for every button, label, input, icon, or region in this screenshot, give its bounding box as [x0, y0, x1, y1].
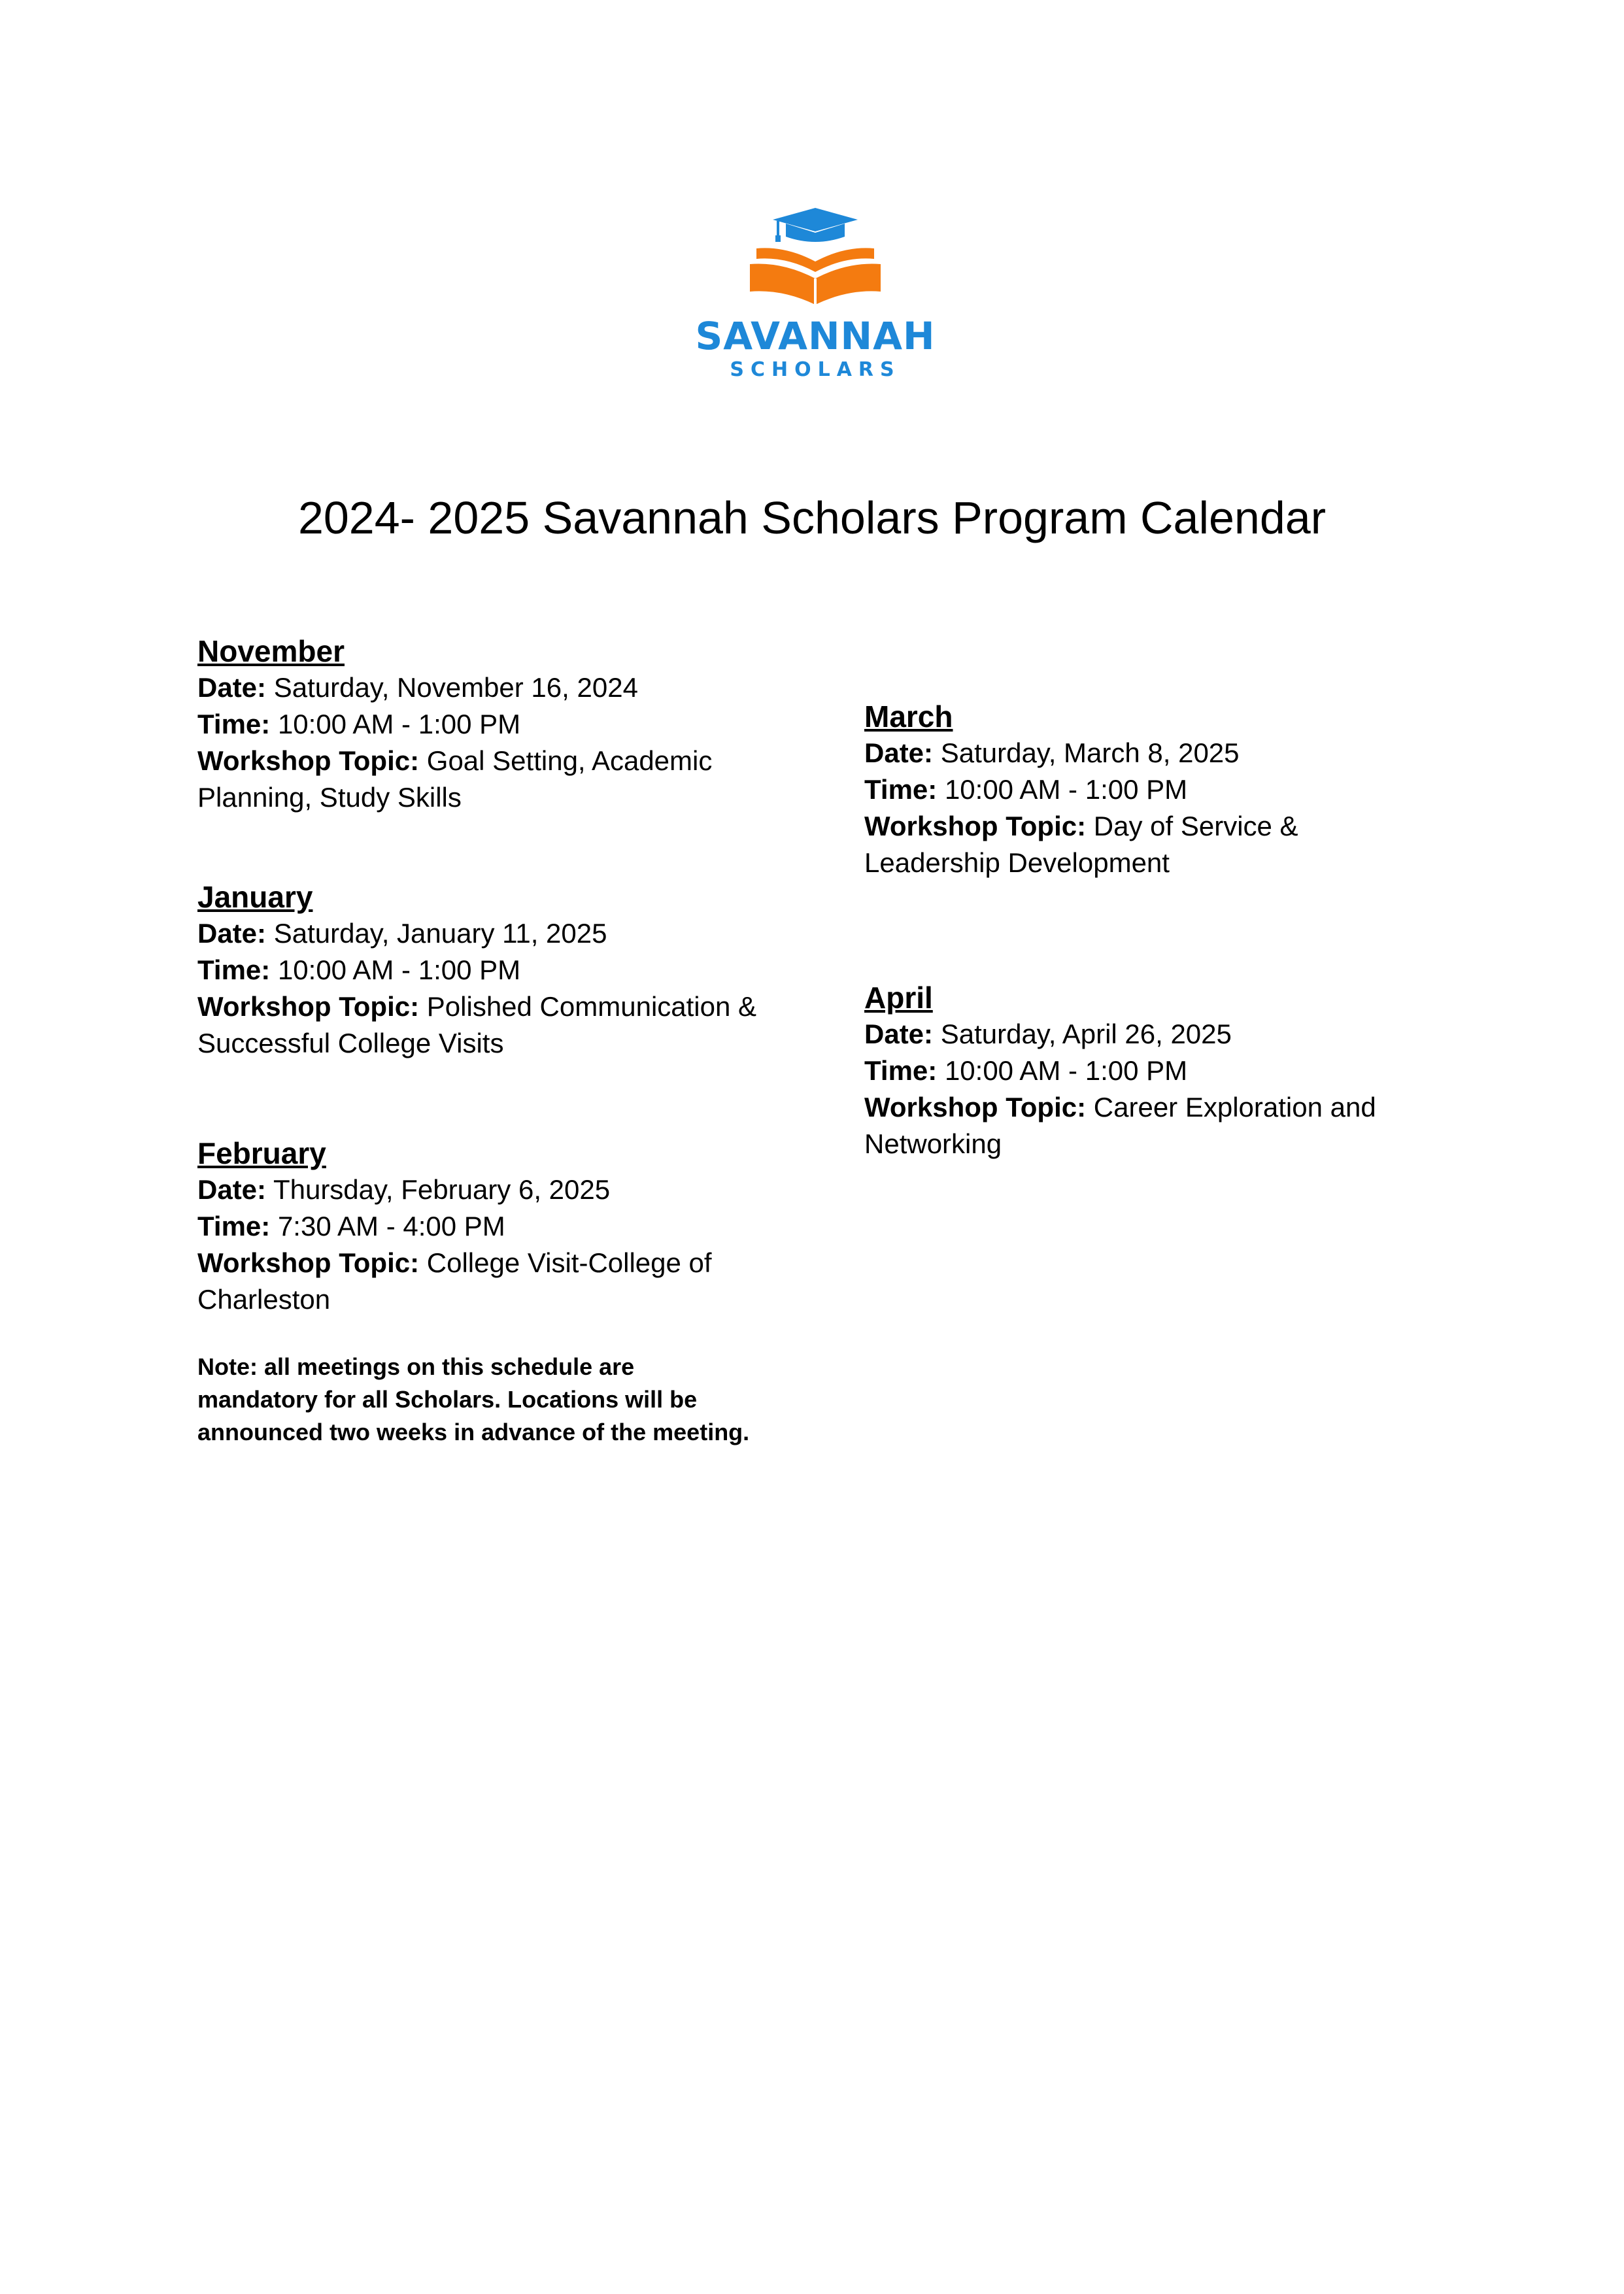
event-date — [864, 1016, 1440, 1053]
event-march — [864, 698, 1440, 881]
event-date — [197, 915, 786, 952]
event-january — [197, 879, 786, 1062]
topic-value-line1: Day of Service & — [1093, 811, 1298, 841]
event-november — [197, 633, 786, 816]
date-value: Saturday, April 26, 2025 — [940, 1019, 1232, 1049]
date-label: Date: — [197, 1174, 267, 1205]
page-title: 2024- 2025 Savannah Scholars Program Calendar — [297, 492, 1327, 543]
logo-wordmark-scholars: SCHOLARS — [730, 358, 901, 381]
time-value: 10:00 AM - 1:00 PM — [944, 774, 1188, 805]
topic-label: Workshop Topic: — [197, 991, 420, 1022]
event-time — [197, 952, 786, 988]
topic-label: Workshop Topic: — [864, 811, 1087, 841]
event-topic — [197, 1245, 786, 1281]
topic-value-line1: College Visit-College of — [426, 1247, 712, 1278]
time-label: Time: — [864, 774, 938, 805]
time-value: 10:00 AM - 1:00 PM — [277, 954, 521, 985]
logo-wordmark-savannah: SAVANNAH — [695, 314, 936, 358]
date-label: Date: — [197, 918, 267, 949]
event-date — [197, 669, 786, 706]
event-topic — [864, 1089, 1440, 1126]
month-heading: February — [197, 1136, 326, 1170]
event-topic — [197, 743, 786, 779]
time-value: 7:30 AM - 4:00 PM — [277, 1211, 505, 1241]
event-time — [864, 1053, 1440, 1089]
mandatory-note: Note: all meetings on this schedule are mandatory for all Scholars. Locations will be announced two weeks in advance of the meeting. — [197, 1353, 750, 1445]
event-topic-continued: Leadership Development — [864, 847, 1170, 878]
month-heading: November — [197, 634, 345, 668]
month-heading: April — [864, 981, 933, 1015]
event-date — [864, 735, 1440, 771]
book-graduation-cap-icon — [694, 208, 936, 312]
event-topic-continued: Successful College Visits — [197, 1028, 504, 1058]
date-value: Thursday, February 6, 2025 — [273, 1174, 611, 1205]
topic-value-line1: Career Exploration and — [1093, 1092, 1376, 1122]
event-time — [197, 1208, 786, 1245]
time-value: 10:00 AM - 1:00 PM — [277, 709, 521, 739]
event-time — [864, 771, 1440, 808]
topic-label: Workshop Topic: — [197, 745, 420, 776]
savannah-scholars-logo — [694, 208, 936, 381]
right-column — [864, 698, 1440, 1162]
time-label: Time: — [864, 1055, 938, 1086]
date-label: Date: — [864, 1019, 934, 1049]
time-label: Time: — [197, 1211, 271, 1241]
time-label: Time: — [197, 709, 271, 739]
topic-label: Workshop Topic: — [197, 1247, 420, 1278]
month-heading: March — [864, 700, 953, 734]
date-label: Date: — [864, 737, 934, 768]
date-value: Saturday, March 8, 2025 — [940, 737, 1240, 768]
event-date — [197, 1172, 786, 1208]
event-topic-continued: Planning, Study Skills — [197, 782, 462, 813]
event-february — [197, 1135, 786, 1318]
topic-value-line1: Goal Setting, Academic — [426, 745, 713, 776]
month-heading: January — [197, 880, 313, 914]
left-column — [197, 633, 786, 1472]
event-topic — [197, 988, 786, 1025]
topic-label: Workshop Topic: — [864, 1092, 1087, 1122]
date-value: Saturday, November 16, 2024 — [273, 672, 638, 703]
event-topic-continued: Networking — [864, 1128, 1002, 1159]
topic-value-line1: Polished Communication & — [426, 991, 757, 1022]
time-value: 10:00 AM - 1:00 PM — [944, 1055, 1188, 1086]
date-value: Saturday, January 11, 2025 — [273, 918, 607, 949]
date-label: Date: — [197, 672, 267, 703]
event-time — [197, 706, 786, 743]
time-label: Time: — [197, 954, 271, 985]
event-topic-continued: Charleston — [197, 1284, 331, 1315]
event-april — [864, 979, 1440, 1162]
event-topic — [864, 808, 1440, 845]
